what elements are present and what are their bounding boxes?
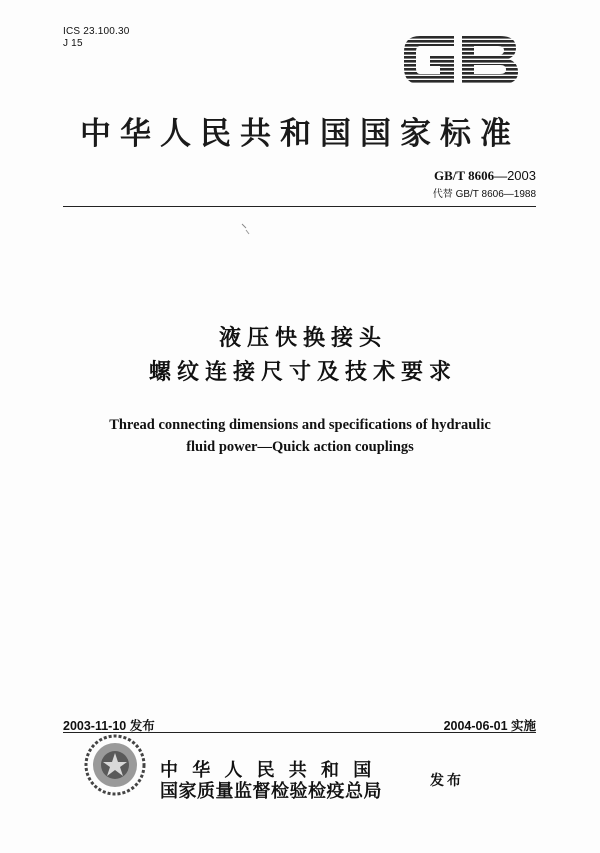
chinese-title [0,322,600,390]
publish-label: 发布 [430,773,464,789]
english-title-line-1: Thread connecting dimensions and specifications of hydraulic [109,417,491,433]
scan-speck [240,222,254,236]
issue-date: 2003-11-10 发布 [63,719,155,733]
issuer-title: 中华人民共和国国家标准 [80,116,520,152]
ccs-code: J 15 [63,38,83,49]
english-title [0,414,600,458]
official-seal-emblem [84,734,146,796]
issuing-authority [160,761,385,803]
issuer-agency: 国家质量监督检验检疫总局 [160,781,382,802]
english-title-line-2: fluid power—Quick action couplings [186,439,414,455]
replaces-note: 代替 GB/T 8606—1988 [432,189,536,200]
issuer-country: 中华人民共和国 [160,760,386,781]
standard-year: 2003 [507,168,536,183]
standard-number: GB/T 8606—2003 [433,168,536,183]
bottom-divider [63,732,536,733]
standard-number-block [433,168,536,200]
chinese-title-line-2: 螺纹连接尺寸及技术要求 [148,360,457,385]
standard-code: GB/T 8606 [433,168,495,183]
implementation-date: 2004-06-01 实施 [443,719,536,733]
classification-codes [63,26,130,50]
chinese-title-line-1: 液压快换接头 [218,326,387,351]
gb-logo [398,28,524,92]
top-divider [63,206,536,207]
ics-code: ICS 23.100.30 [63,26,130,37]
